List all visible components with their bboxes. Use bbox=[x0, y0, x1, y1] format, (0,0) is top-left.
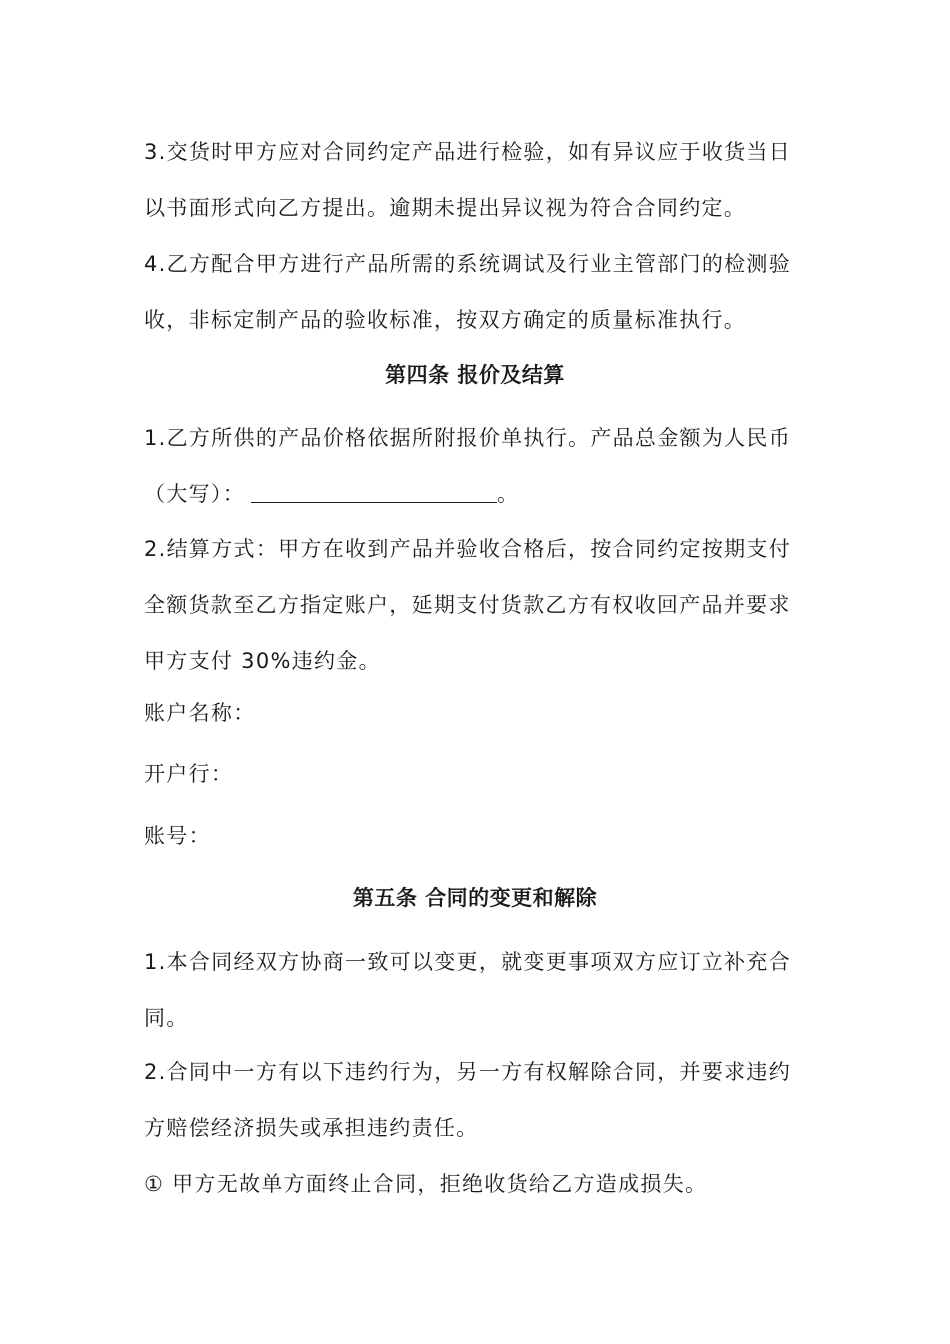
account-name-label: 账户名称： bbox=[144, 701, 256, 725]
article5-item2 bbox=[144, 1044, 812, 1156]
text-line: 收，非标定制产品的验收标准，按双方确定的质量标准执行。 bbox=[144, 308, 747, 332]
amount-blank-field[interactable] bbox=[251, 478, 497, 503]
article5-subitem1 bbox=[144, 1156, 812, 1212]
article5-heading: 第五条 合同的变更和解除 bbox=[352, 886, 598, 910]
text-line: 同。 bbox=[144, 1006, 189, 1030]
clause3-item3 bbox=[144, 124, 812, 236]
article4-heading: 第四条 报价及结算 bbox=[385, 363, 565, 387]
text-line: 甲方支付 30%违约金。 bbox=[144, 649, 381, 673]
text-line: 以书面形式向乙方提出。逾期未提出异议视为符合合同约定。 bbox=[144, 196, 747, 220]
text-line: ① 甲方无故单方面终止合同，拒绝收货给乙方造成损失。 bbox=[144, 1172, 708, 1196]
account-name-line bbox=[144, 685, 812, 741]
account-no-label: 账号： bbox=[144, 824, 211, 848]
bank-line bbox=[144, 746, 812, 802]
amount-label: （大写）： bbox=[144, 482, 245, 506]
text-line: 1.本合同经双方协商一致可以变更，就变更事项双方应订立补充合 bbox=[144, 950, 792, 974]
period: 。 bbox=[497, 482, 520, 506]
text-line: 2.结算方式：甲方在收到产品并验收合格后，按合同约定按期支付 bbox=[144, 537, 792, 561]
text-line: 方赔偿经济损失或承担违约责任。 bbox=[144, 1116, 479, 1140]
text-line: 2.合同中一方有以下违约行为，另一方有权解除合同，并要求违约 bbox=[144, 1060, 792, 1084]
text-line bbox=[144, 466, 812, 522]
text-line: 1.乙方所供的产品价格依据所附报价单执行。产品总金额为人民币 bbox=[144, 426, 792, 450]
article5-item1 bbox=[144, 934, 812, 1046]
text-line: 全额货款至乙方指定账户，延期支付货款乙方有权收回产品并要求 bbox=[144, 593, 791, 617]
text-line: 4.乙方配合甲方进行产品所需的系统调试及行业主管部门的检测验 bbox=[144, 252, 792, 276]
article4-item1 bbox=[144, 410, 812, 522]
account-no-line bbox=[144, 808, 812, 864]
text-line: 3.交货时甲方应对合同约定产品进行检验，如有异议应于收货当日 bbox=[144, 140, 792, 164]
article4-item2 bbox=[144, 521, 812, 689]
bank-label: 开户行： bbox=[144, 762, 234, 786]
clause3-item4 bbox=[144, 236, 812, 348]
